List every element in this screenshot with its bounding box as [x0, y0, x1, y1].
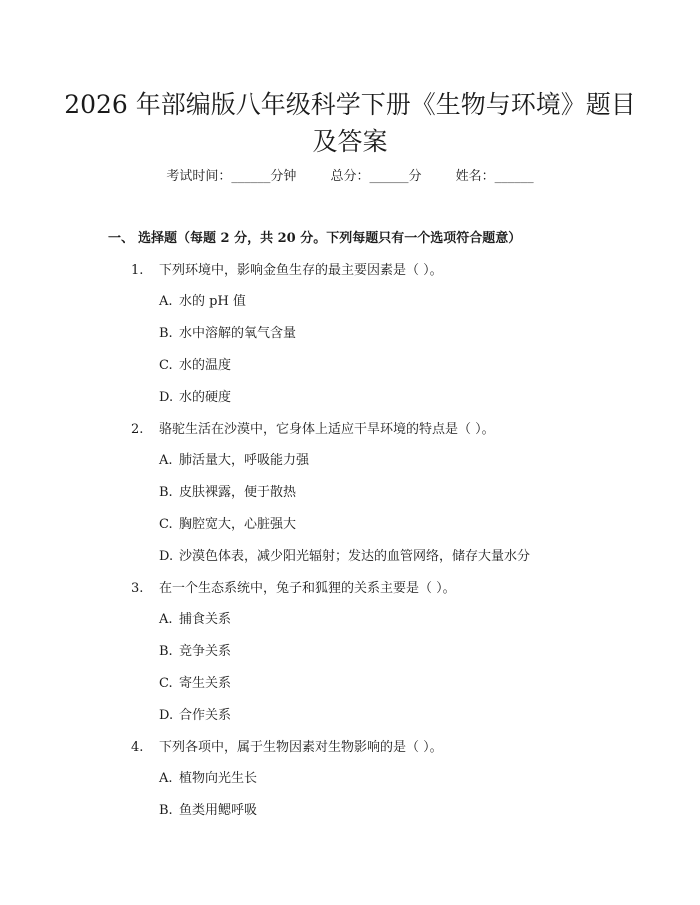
option-letter: A. [159, 771, 173, 786]
question-2-option-c [159, 515, 296, 535]
question-text: 骆驼生活在沙漠中，它身体上适应干旱环境的特点是（ ）。 [159, 422, 495, 437]
student-name-field: 姓名：______ [455, 169, 534, 184]
option-text: 水的硬度 [179, 390, 232, 405]
question-4-option-a [159, 769, 257, 789]
question-number: 4. [131, 740, 144, 755]
option-text: 沙漠色体表，减少阳光辐射；发达的血管网络，储存大量水分 [179, 549, 531, 564]
option-text: 水中溶解的氧气含量 [179, 326, 297, 341]
option-letter: C. [159, 517, 173, 532]
option-letter: B. [159, 485, 173, 500]
option-text: 寄生关系 [179, 676, 232, 691]
question-2-option-a [159, 451, 309, 471]
section-heading [108, 229, 521, 249]
question-4-option-b [159, 801, 257, 821]
option-text: 水的温度 [179, 358, 232, 373]
option-letter: A. [159, 453, 173, 468]
option-letter: D. [159, 549, 174, 564]
question-number: 3. [131, 581, 144, 596]
option-letter: D. [159, 390, 174, 405]
question-3-option-d [159, 706, 231, 726]
option-text: 竞争关系 [179, 644, 232, 659]
option-text: 植物向光生长 [179, 771, 258, 786]
option-text: 皮肤裸露，便于散热 [179, 485, 297, 500]
question-1-option-d [159, 388, 231, 408]
option-text: 肺活量大，呼吸能力强 [179, 453, 310, 468]
option-letter: B. [159, 644, 173, 659]
option-text: 捕食关系 [179, 612, 232, 627]
question-3 [131, 579, 456, 599]
total-score-field: 总分：______分 [330, 169, 422, 184]
option-letter: D. [159, 708, 174, 723]
question-text: 在一个生态系统中，兔子和狐狸的关系主要是（ ）。 [159, 581, 456, 596]
question-text: 下列环境中，影响金鱼生存的最主要因素是（ ）。 [159, 263, 443, 278]
question-text: 下列各项中，属于生物因素对生物影响的是（ ）。 [159, 740, 443, 755]
question-1 [131, 261, 443, 281]
option-text: 合作关系 [179, 708, 232, 723]
question-2 [131, 420, 495, 440]
option-letter: B. [159, 803, 173, 818]
option-text: 水的 pH 值 [179, 294, 246, 309]
section-title: 选择题（每题 2 分，共 20 分。下列每题只有一个选项符合题意） [138, 231, 522, 246]
option-letter: C. [159, 358, 173, 373]
section-number: 一、 [108, 231, 135, 246]
question-number: 2. [131, 422, 144, 437]
question-4 [131, 738, 443, 758]
option-text: 胸腔宽大，心脏强大 [179, 517, 297, 532]
exam-info-line [0, 167, 700, 187]
question-2-option-d [159, 547, 530, 567]
question-1-option-b [159, 324, 296, 344]
question-1-option-a [159, 292, 246, 312]
question-number: 1. [131, 263, 144, 278]
option-text: 鱼类用鳃呼吸 [179, 803, 258, 818]
question-3-option-a [159, 610, 231, 630]
question-3-option-b [159, 642, 231, 662]
question-3-option-c [159, 674, 231, 694]
option-letter: A. [159, 612, 173, 627]
option-letter: A. [159, 294, 173, 309]
question-2-option-b [159, 483, 296, 503]
option-letter: C. [159, 676, 173, 691]
option-letter: B. [159, 326, 173, 341]
document-title: 2026 年部编版八年级科学下册《生物与环境》题目及答案 [64, 90, 636, 156]
question-1-option-c [159, 356, 231, 376]
exam-time-field: 考试时间：______分钟 [166, 169, 297, 184]
